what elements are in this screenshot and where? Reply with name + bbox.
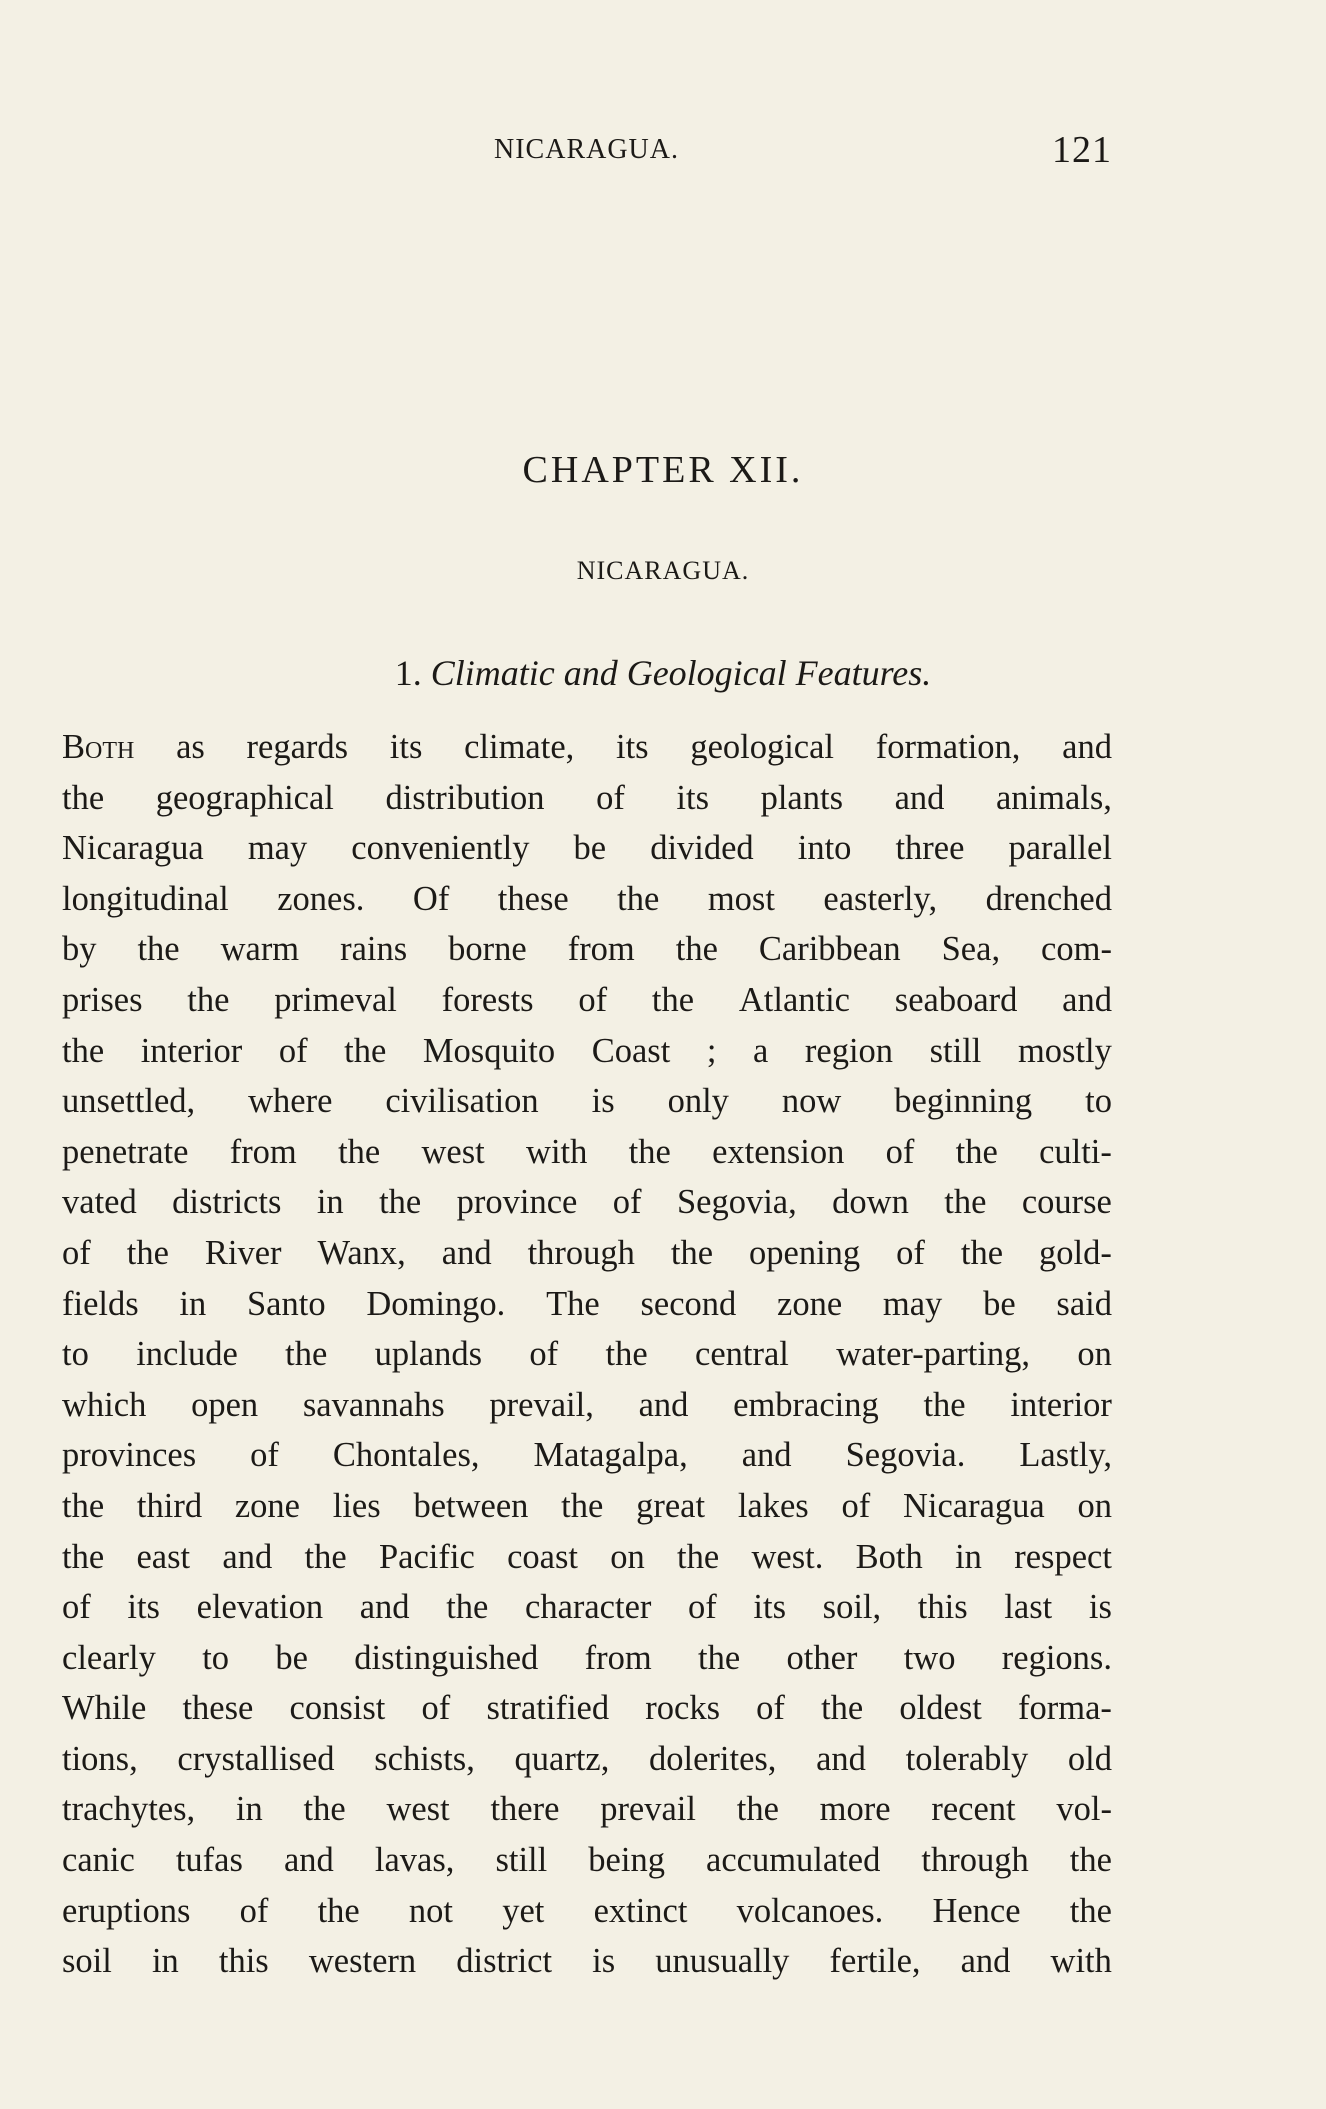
- word: Segovia,: [676, 1183, 797, 1222]
- text-line: [62, 1076, 1112, 1127]
- word: mostly: [1017, 1031, 1112, 1070]
- word: Domingo.: [366, 1284, 506, 1323]
- word: the: [677, 1537, 720, 1576]
- word: its: [127, 1588, 160, 1627]
- word: only: [667, 1082, 729, 1121]
- word: com-: [1041, 930, 1112, 969]
- word: the: [617, 879, 660, 918]
- word: the: [62, 1537, 105, 1576]
- word: recent: [931, 1790, 1016, 1829]
- word: the: [605, 1335, 648, 1374]
- word: this: [917, 1588, 968, 1627]
- word: Nicaragua: [62, 829, 204, 868]
- word: primeval: [274, 980, 397, 1019]
- word: crystallised: [177, 1739, 335, 1778]
- word: Santo: [247, 1284, 326, 1323]
- word: more: [819, 1790, 891, 1829]
- word: three: [895, 829, 965, 868]
- word: the: [126, 1233, 169, 1272]
- word: distribution: [385, 778, 545, 817]
- page-number: 121: [1052, 129, 1112, 171]
- word: elevation: [196, 1588, 324, 1627]
- text-line: [62, 1532, 1112, 1583]
- word: of: [578, 980, 608, 1019]
- word: rocks: [645, 1689, 720, 1728]
- word: Atlantic: [738, 980, 850, 1019]
- word: the: [317, 1891, 360, 1930]
- word: volcanoes.: [736, 1891, 884, 1930]
- word: its: [389, 728, 423, 766]
- word: tions,: [62, 1739, 138, 1778]
- word: the: [62, 778, 105, 817]
- word: tolerably: [905, 1739, 1029, 1778]
- text-line: [62, 1481, 1112, 1532]
- word: Wanx,: [317, 1233, 406, 1272]
- word: of: [421, 1689, 451, 1728]
- word: the: [446, 1588, 489, 1627]
- text-line: [62, 722, 1112, 773]
- word: and: [222, 1537, 273, 1576]
- word: formation,: [875, 728, 1021, 766]
- word: the: [1069, 1891, 1112, 1930]
- word: Lastly,: [1019, 1436, 1112, 1475]
- word: clearly: [62, 1638, 156, 1677]
- word: eruptions: [62, 1891, 191, 1930]
- section-title: Climatic and Geological Features.: [430, 653, 932, 693]
- word: be: [983, 1284, 1016, 1323]
- word: of: [896, 1233, 925, 1272]
- text-line: [62, 1127, 1112, 1178]
- word: be: [573, 829, 607, 868]
- word: districts: [172, 1183, 282, 1222]
- word: parallel: [1008, 829, 1112, 868]
- word: soil,: [822, 1588, 882, 1627]
- text-line: [62, 1329, 1112, 1380]
- word: in: [316, 1183, 344, 1222]
- word: the: [955, 1132, 998, 1171]
- word: consist: [289, 1689, 386, 1728]
- word: seaboard: [894, 980, 1018, 1019]
- word: last: [1004, 1588, 1053, 1627]
- word: in: [955, 1537, 982, 1576]
- word: the: [698, 1638, 741, 1677]
- word: is: [592, 1942, 616, 1981]
- text-line: [62, 874, 1112, 925]
- word: forests: [441, 980, 534, 1019]
- word: longitudinal: [62, 879, 229, 918]
- word: between: [413, 1486, 529, 1525]
- text-line: [62, 1582, 1112, 1633]
- word: two: [903, 1638, 956, 1677]
- word: divided: [650, 829, 754, 868]
- word: these: [182, 1689, 254, 1728]
- word: River: [204, 1233, 282, 1272]
- word: zones.: [277, 879, 365, 918]
- word: by: [62, 930, 97, 969]
- word: drenched: [985, 879, 1112, 918]
- word: gold-: [1039, 1233, 1112, 1272]
- word: the: [338, 1132, 381, 1171]
- word: and: [894, 778, 945, 817]
- word: the: [379, 1183, 422, 1222]
- word: in: [151, 1942, 179, 1981]
- word: animals,: [995, 778, 1112, 817]
- word: of: [841, 1486, 871, 1525]
- word: to: [1085, 1082, 1112, 1121]
- word: other: [786, 1638, 858, 1677]
- word: is: [1088, 1588, 1112, 1627]
- word: fields: [62, 1284, 139, 1323]
- word: of: [62, 1233, 91, 1272]
- word: of: [688, 1588, 717, 1627]
- word: to: [202, 1638, 230, 1677]
- word: being: [588, 1841, 665, 1880]
- word: lakes: [737, 1486, 809, 1525]
- word: respect: [1014, 1537, 1112, 1576]
- running-head: [62, 128, 1112, 178]
- word: the: [670, 1233, 714, 1272]
- word: stratified: [486, 1689, 610, 1728]
- word: prevail,: [489, 1385, 594, 1424]
- word: include: [136, 1335, 238, 1374]
- word: into: [797, 829, 852, 868]
- word: zone: [234, 1486, 300, 1525]
- word: with: [1050, 1942, 1112, 1981]
- word: lavas,: [374, 1841, 455, 1880]
- text-line: [62, 1430, 1112, 1481]
- word: in: [179, 1284, 207, 1323]
- word: the: [651, 980, 695, 1019]
- word: course: [1021, 1183, 1112, 1222]
- word: unsettled,: [62, 1082, 196, 1121]
- word: is: [591, 1082, 615, 1121]
- word: regards: [246, 728, 349, 766]
- first-word: Both: [62, 728, 135, 766]
- section-number: 1.: [394, 653, 422, 693]
- word: and: [960, 1942, 1011, 1981]
- text-line: [62, 1784, 1112, 1835]
- word: penetrate: [62, 1132, 189, 1171]
- word: of: [612, 1183, 642, 1222]
- word: which: [62, 1385, 147, 1424]
- text-line: [62, 1026, 1112, 1077]
- word: warm: [220, 930, 300, 969]
- word: still: [929, 1031, 982, 1070]
- word: the: [944, 1183, 987, 1222]
- word: on: [1077, 1335, 1112, 1374]
- word: old: [1067, 1739, 1112, 1778]
- word: its: [676, 778, 710, 817]
- text-line: [62, 924, 1112, 975]
- text-line: [62, 1228, 1112, 1279]
- text-line: [62, 1734, 1112, 1785]
- word: easterly,: [823, 879, 938, 918]
- word: savannahs: [302, 1385, 445, 1424]
- word: fertile,: [829, 1942, 921, 1981]
- text-line: [62, 1177, 1112, 1228]
- word: extension: [712, 1132, 845, 1171]
- word: geographical: [155, 778, 334, 817]
- word: borne: [448, 930, 527, 969]
- word: Nicaragua: [902, 1486, 1045, 1525]
- word: the: [187, 980, 230, 1019]
- word: civilisation: [385, 1082, 539, 1121]
- word: Pacific: [378, 1537, 475, 1576]
- word: with: [526, 1132, 588, 1171]
- text-line: [62, 1835, 1112, 1886]
- word: vated: [62, 1183, 137, 1222]
- word: east: [136, 1537, 191, 1576]
- word: of: [596, 778, 625, 817]
- body-paragraph: [62, 722, 1112, 1987]
- chapter-subtitle: NICARAGUA.: [576, 556, 750, 585]
- word: open: [191, 1385, 259, 1424]
- word: and: [638, 1385, 689, 1424]
- word: from: [229, 1132, 297, 1171]
- word: opening: [749, 1233, 861, 1272]
- word: prevail: [600, 1790, 696, 1829]
- word: conveniently: [351, 829, 530, 868]
- word: tufas: [175, 1841, 243, 1880]
- word: uplands: [374, 1335, 482, 1374]
- chapter-heading: CHAPTER XII.: [522, 449, 804, 491]
- word: prises: [62, 980, 143, 1019]
- word: of: [529, 1335, 559, 1374]
- word: west: [421, 1132, 485, 1171]
- word: zone: [777, 1284, 843, 1323]
- text-line: [62, 773, 1112, 824]
- word: culti-: [1039, 1132, 1112, 1171]
- word: the: [62, 1486, 105, 1525]
- word: these: [497, 879, 569, 918]
- word: Sea,: [941, 930, 1001, 969]
- word: and: [816, 1739, 866, 1778]
- text-line: [62, 1886, 1112, 1937]
- word: on: [1077, 1486, 1112, 1525]
- word: Coast: [591, 1031, 671, 1070]
- word: its: [753, 1588, 787, 1627]
- word: coast: [507, 1537, 578, 1576]
- section-heading: [0, 652, 1326, 694]
- word: lies: [332, 1486, 381, 1525]
- word: yet: [502, 1891, 545, 1930]
- word: character: [525, 1588, 652, 1627]
- text-line: [62, 1683, 1112, 1734]
- word: still: [495, 1841, 548, 1880]
- word: the: [561, 1486, 604, 1525]
- word: central: [695, 1335, 789, 1374]
- word: most: [707, 879, 775, 918]
- word: Chontales,: [332, 1436, 480, 1475]
- text-line: [62, 1380, 1112, 1431]
- word: Caribbean: [758, 930, 901, 969]
- word: the: [960, 1233, 1004, 1272]
- word: the: [62, 1031, 105, 1070]
- word: geological: [690, 728, 835, 766]
- word: west.: [751, 1537, 824, 1576]
- word: ;: [706, 1031, 717, 1070]
- word: Matagalpa,: [533, 1436, 688, 1475]
- word: While: [62, 1689, 147, 1728]
- word: in: [235, 1790, 263, 1829]
- word: rains: [340, 930, 408, 969]
- word: dolerites,: [649, 1739, 777, 1778]
- word: the: [628, 1132, 671, 1171]
- word: extinct: [593, 1891, 688, 1930]
- word: interior: [1010, 1385, 1112, 1424]
- word: the: [821, 1689, 864, 1728]
- word: plants: [760, 778, 844, 817]
- word: distinguished: [354, 1638, 539, 1677]
- word: forma-: [1018, 1689, 1112, 1728]
- word: quartz,: [514, 1739, 610, 1778]
- word: where: [248, 1082, 333, 1121]
- word: the: [1069, 1841, 1112, 1880]
- word: this: [218, 1942, 269, 1981]
- word: Hence: [932, 1891, 1021, 1930]
- word: now: [781, 1082, 842, 1121]
- word: from: [567, 930, 635, 969]
- word: of: [756, 1689, 785, 1728]
- word: the: [675, 930, 718, 969]
- word: and: [283, 1841, 334, 1880]
- word: its: [615, 728, 649, 766]
- word: the: [736, 1790, 779, 1829]
- word: The: [546, 1284, 600, 1323]
- word: Mosquito: [422, 1031, 556, 1070]
- word: may: [882, 1284, 943, 1323]
- word: and: [1062, 728, 1112, 766]
- word: to: [62, 1335, 89, 1374]
- word: a: [753, 1031, 769, 1070]
- word: said: [1056, 1284, 1112, 1323]
- word: vol-: [1056, 1790, 1112, 1829]
- word: western: [308, 1942, 417, 1981]
- word: climate,: [464, 728, 575, 766]
- word: the: [923, 1385, 966, 1424]
- word: the: [304, 1537, 347, 1576]
- word: great: [636, 1486, 706, 1525]
- word: on: [610, 1537, 645, 1576]
- word: provinces: [62, 1436, 197, 1475]
- word: of: [250, 1436, 279, 1475]
- word: the: [344, 1031, 387, 1070]
- word: region: [804, 1031, 894, 1070]
- word: the: [285, 1335, 328, 1374]
- word: and: [741, 1436, 792, 1475]
- word: Segovia.: [845, 1436, 966, 1475]
- word: from: [584, 1638, 652, 1677]
- word: the: [303, 1790, 346, 1829]
- word: accumulated: [706, 1841, 881, 1880]
- word: district: [456, 1942, 553, 1981]
- word: through: [527, 1233, 635, 1272]
- word: canic: [62, 1841, 135, 1880]
- word: beginning: [894, 1082, 1033, 1121]
- word: be: [275, 1638, 308, 1677]
- word: may: [247, 829, 308, 868]
- word: through: [921, 1841, 1029, 1880]
- word: embracing: [733, 1385, 879, 1424]
- word: oldest: [899, 1689, 982, 1728]
- text-line: [62, 823, 1112, 874]
- word: the: [137, 930, 180, 969]
- word: and: [1062, 980, 1112, 1019]
- text-line: [62, 1936, 1112, 1987]
- word: schists,: [374, 1739, 475, 1778]
- word: as: [176, 728, 205, 766]
- word: of: [62, 1588, 91, 1627]
- word: and: [359, 1588, 410, 1627]
- word: Both: [855, 1537, 923, 1576]
- text-line: [62, 975, 1112, 1026]
- text-line: [62, 1633, 1112, 1684]
- word: third: [136, 1486, 203, 1525]
- word: Of: [412, 879, 450, 918]
- word: down: [832, 1183, 909, 1222]
- word: unusually: [655, 1942, 790, 1981]
- word: regions.: [1001, 1638, 1112, 1677]
- word: and: [441, 1233, 492, 1272]
- running-title: NICARAGUA.: [494, 134, 679, 165]
- word: west: [386, 1790, 450, 1829]
- word: soil: [62, 1942, 112, 1981]
- word: of: [278, 1031, 308, 1070]
- word: trachytes,: [62, 1790, 196, 1829]
- word: of: [239, 1891, 269, 1930]
- word: water-parting,: [836, 1335, 1031, 1374]
- word: second: [640, 1284, 737, 1323]
- word: province: [456, 1183, 578, 1222]
- text-line: [62, 1279, 1112, 1330]
- word: there: [490, 1790, 560, 1829]
- word: of: [885, 1132, 915, 1171]
- word: not: [408, 1891, 454, 1930]
- word: interior: [140, 1031, 243, 1070]
